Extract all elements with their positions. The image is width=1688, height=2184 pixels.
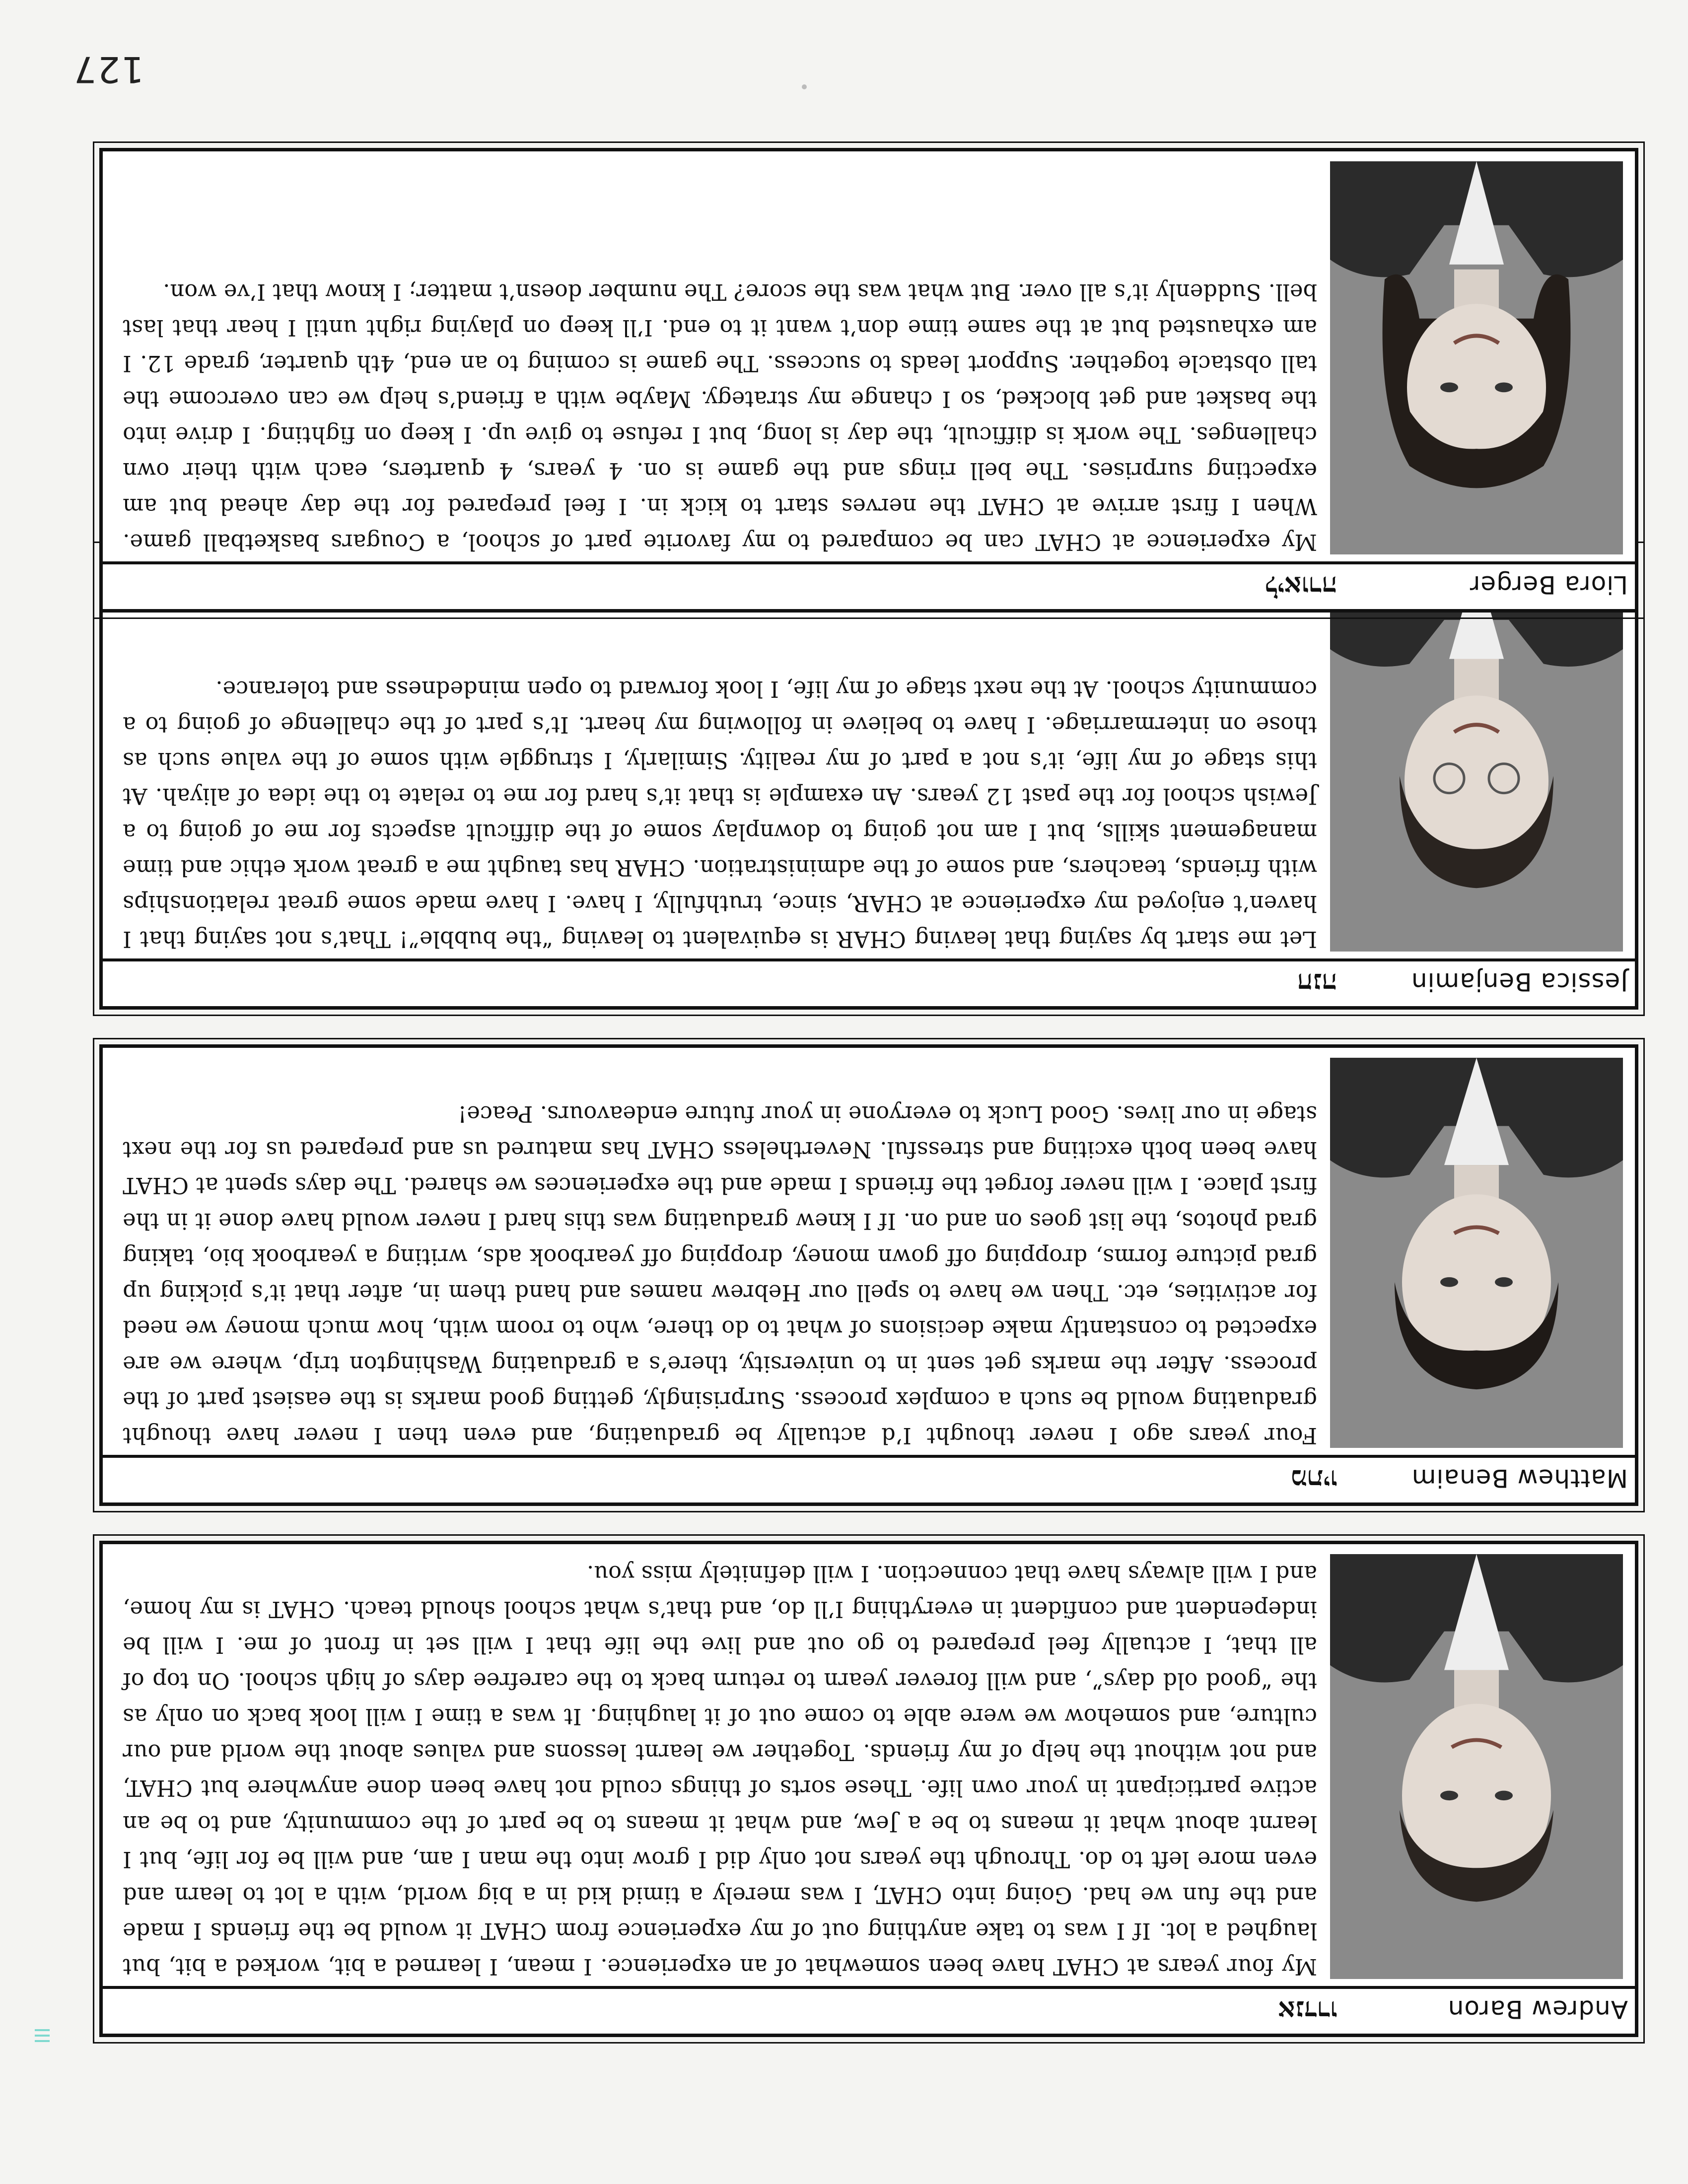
profile-card-andrew-baron [99, 1541, 1638, 2037]
student-bio: Four years ago I never thought I’d actually be graduating, and even then I never have thought graduating would be such a complex process. Surprisingly, getting good marks is the easiest part of the process. After the marks get sent in to university, there’s a graduating Washington trip, where we are expected to constantly make decisions of what to do there, who to room with, how much money we need for activities, etc. Then we have to spell our Hebrew names and hand them in, after that it’s picking up grad picture forms, dropping off gown money, dropping off yearbook ads, writing a yearbook bio, taking grad photos, the list goes on and on. If I knew graduating was this hard I never would have done it in the first place. I will never forget the friends I made and the experiences we shared. The days spent at CHAT have been both exciting and stressful. Nevertheless CHAT has matured us and prepared us for the next stage in our lives. Good Luck to everyone in your future endeavours. Peace! [123, 1101, 1317, 1448]
portrait-icon [1330, 161, 1623, 554]
portrait-photo [1330, 561, 1623, 952]
profile-header [103, 1455, 1635, 1502]
portrait-icon [1330, 561, 1623, 952]
portrait-icon [1330, 1058, 1623, 1448]
student-name: Matthew Benaim [1411, 1464, 1628, 1493]
student-bio: Let me start by saying that leaving CHAR is equivalent to leaving “the bubble”! That’s not saying that I haven’t enjoyed my experience at CHAR, since, truthfully, I have. I have made some great relationships with friends, teachers, and some of the administration. CHAR has taught me a great work ethic and time management skills, but I am not going to downplay some of the difficult aspects for me of going to a Jewish school for the past 12 years. An example is that it’s hard for me to relate to the idea of aliyah. At this stage of my life, it’s not a part of my reality. Similarly, I struggle with some of the value such as those on intermarriage. I have to believe in following my heart. It’s part of the challenge of going to a community school. At the next stage of my life, I look forward to open mindedness and tolerance. [123, 676, 1317, 952]
page-number: 127 [72, 49, 144, 90]
portrait-icon [1330, 1554, 1623, 1979]
profile-card-jessica-benjamin [99, 548, 1638, 1010]
scan-speck [802, 84, 807, 89]
portrait-photo [1330, 1058, 1623, 1448]
student-name: Liora Berger [1469, 570, 1628, 599]
student-name: Andrew Baron [1447, 1995, 1628, 2024]
profile-header [103, 1986, 1635, 2034]
profile-card-liora-berger [99, 148, 1638, 613]
hebrew-name: אנדרו [1278, 1995, 1337, 2027]
profile-card-matthew-benaim [99, 1044, 1638, 1506]
profile-header [103, 958, 1635, 1006]
student-bio: My four years at CHAT have been somewhat of an experience. I mean, I learned a bit, worked a bit, but laughed a lot. If I was to take anything out of my experience from CHAT it would be the friends I made and the fun we had. Going into CHAT, I was merely a timid kid in a big world, with a lot to learn and even more left to do. Through the years not only did I grow into the man I am, and will be for life, but I learnt about what it means to be a Jew, and what it means to be part of the community, and to be an active participant in your own life. These sorts of things could not have been done anywhere but CHAT, and not without the help of my friends. Together we learnt lessons and values about the world and our culture, and somehow we were able to come out of it laughing. It was a time I will look back on only as the “good old days”, and will forever yearn to return back to the carefree days of high school. On top of all that, I actually feel prepared to go out and live the life that I will set in front of me. I will be independent and confident in everything I’ll do, and that’s what school should teach. CHAT is my home, and I will always have that connection. I will definitely miss you. [123, 1561, 1317, 1979]
portrait-photo [1330, 161, 1623, 554]
hebrew-name: מתיו [1291, 1464, 1337, 1496]
hebrew-name: חנה [1297, 967, 1337, 999]
hebrew-name: ליאורה [1265, 570, 1337, 602]
student-bio: My experience at CHAT can be compared to my favorite part of school, a Cougars basketball game. When I first arrive at CHAT the nerves start to kick in. I feel prepared for the day ahead but am expecting surprises. The bell rings and the game is on. 4 years, 4 quarters, each with their own challenges. The work is difficult, the day is long, but I refuse to give up. I keep on fighting. I drive into the basket and get blocked, so I change my strategy. Maybe with a friend’s help we can overcome the tall obstacle together. Support leads to success. The game is coming to an end, 4th quarter, grade 12. I am exhausted but at the same time don’t want it to end. I’ll keep on playing right until I hear that last bell. Suddenly it’s all over. But what was the score? The number doesn’t matter; I know that I’ve won. [123, 279, 1317, 554]
portrait-photo [1330, 1554, 1623, 1979]
scan-edge-mark [35, 2025, 50, 2042]
profile-header [103, 561, 1635, 609]
student-name: Jessica Benjamin [1410, 967, 1628, 996]
